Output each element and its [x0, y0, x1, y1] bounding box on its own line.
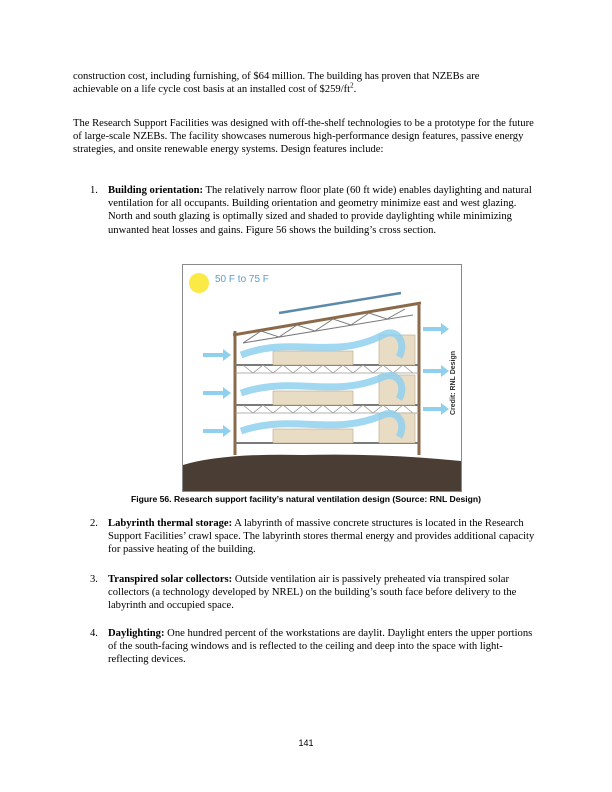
- list-item-text: One hundred percent of the workstations are daylit. Daylight enters the upper portions of the south-facing windows and is reflected to the ceiling and deep into the space with light-reflecting devices.: [108, 628, 533, 666]
- outflow-arrow-icon: [423, 365, 449, 377]
- intro-line-1: construction cost, including furnishing, of $64 million. The building has proven that NZEBs are: [73, 71, 480, 82]
- intro-line-2: achievable on a life cycle cost basis at an installed cost of $259/ft: [73, 84, 351, 96]
- outflow-arrow-icon: [423, 403, 449, 415]
- list-item-text: The relatively narrow floor plate (60 ft wide) enables daylighting and natural ventilation for all occupants. Building orientation and geometry minimize east and west glazing. North and south glazing is optimally sized and shaded to provide daylighting while minimizing unwanted heat losses and gains. Figure 56 shows the building’s cross section.: [108, 185, 532, 236]
- list-item-title: Building orientation:: [108, 185, 204, 196]
- intro-superscript: 2: [350, 81, 354, 90]
- figure-56: [182, 264, 462, 492]
- outflow-arrow-icon: [423, 323, 449, 335]
- design-paragraph: The Research Support Facilities was designed with off-the-shelf technologies to be a prototype for the future of large-scale NZEBs. The facility showcases numerous high-performance design features, passive energy strategies, and onsite renewable energy systems. Design features include:: [73, 118, 534, 156]
- floor-truss: [235, 365, 419, 373]
- ground: [183, 455, 461, 491]
- sun-icon: [189, 273, 209, 293]
- intro-line-2-end: .: [353, 84, 357, 96]
- ventilation-diagram: [183, 265, 461, 491]
- intro-paragraph: [73, 70, 539, 96]
- temperature-label: 50 F to 75 F: [215, 274, 269, 285]
- list-item-number: 3.: [90, 574, 98, 585]
- figure-credit: Credit: RNL Design: [450, 350, 457, 415]
- page-number: 141: [298, 738, 314, 748]
- list-item-number: 4.: [90, 628, 98, 639]
- office-block: [273, 429, 353, 443]
- list-item-text: Outside ventilation air is passively preheated via transpired solar collectors (a technology developed by NREL) on the building’s south face before delivery to the labyrinth and occupied space.: [108, 574, 517, 612]
- list-item-title: Daylighting:: [108, 628, 165, 639]
- inflow-arrow-icon: [203, 349, 231, 361]
- inflow-arrow-icon: [203, 425, 231, 437]
- inflow-arrow-icon: [203, 387, 231, 399]
- list-item-number: 1.: [90, 185, 98, 196]
- office-block: [273, 391, 353, 405]
- list-item-title: Transpired solar collectors:: [108, 574, 233, 585]
- list-item-title: Labyrinth thermal storage:: [108, 518, 233, 529]
- office-block: [273, 351, 353, 365]
- list-item-text: A labyrinth of massive concrete structures is located in the Research Support Facilities’ crawl space. The labyrinth stores thermal energy and provides additional capacity for passive heating of the building.: [108, 518, 535, 556]
- list-item-number: 2.: [90, 518, 98, 529]
- figure-caption: Figure 56. Research support facility’s natural ventilation design (Source: RNL Design): [130, 494, 482, 504]
